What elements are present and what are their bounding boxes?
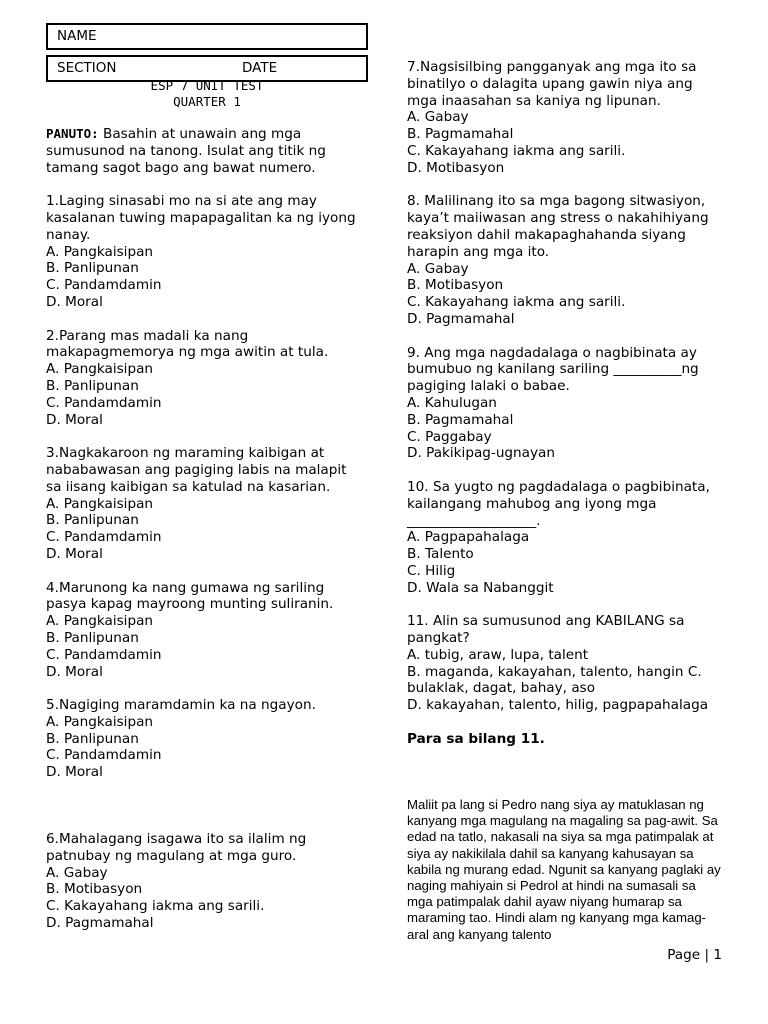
choice: B. Panlipunan xyxy=(46,730,139,747)
choice: B. Motibasyon xyxy=(407,277,504,294)
instructions xyxy=(46,126,364,176)
question-6-block xyxy=(46,831,364,932)
choice: B. Panlipunan xyxy=(46,629,139,646)
choice: B. Pagmamahal xyxy=(407,411,514,428)
choice: D. Wala sa Nabanggit xyxy=(407,579,554,596)
choice: D. Motibasyon xyxy=(407,159,505,176)
choice: C. Kakayahang iakma ang sarili. xyxy=(407,142,626,159)
name-label: NAME xyxy=(57,28,97,44)
choice: B. Pagmamahal xyxy=(407,126,514,143)
question-2: 2.Parang mas madali ka nang makapagmemorya ng mga awitin at tula. xyxy=(46,327,329,361)
choice: A. Gabay xyxy=(407,109,469,126)
name-field[interactable] xyxy=(46,23,368,50)
choice: D. Moral xyxy=(46,293,103,310)
choice: D. Moral xyxy=(46,764,103,781)
choice: B. Panlipunan xyxy=(46,377,139,394)
choice: C. Pandamdamin xyxy=(46,529,162,546)
right-column xyxy=(407,59,725,748)
instructions-text: Basahin at unawain ang mga sumusunod na tanong. Isulat ang titik ng tamang sagot bago ang bawat numero. xyxy=(46,126,326,176)
question-6: 6.Mahalagang isagawa ito sa ilalim ng patnubay ng magulang at mga guro. xyxy=(46,831,307,864)
choice: D. kakayahan, talento, hilig, pagpapahalaga xyxy=(407,697,709,714)
choice: A. Pangkaisipan xyxy=(46,495,154,512)
question-7: 7.Nagsisilbing pangganyak ang mga ito sa binatilyo o dalagita upang gawin niya ang mga inaasahan sa kaniya ng lipunan. xyxy=(407,59,697,109)
choice: C. Pandamdamin xyxy=(46,747,162,764)
choice: A. tubig, araw, lupa, talent xyxy=(407,646,589,663)
choice: B. Panlipunan xyxy=(46,512,139,529)
page-number: Page | 1 xyxy=(667,947,722,963)
choice: A. Gabay xyxy=(46,864,108,881)
question-11: 11. Alin sa sumusunod ang KABILANG sa pangkat? xyxy=(407,613,685,647)
choice: C. Pandamdamin xyxy=(46,277,162,294)
choice: D. Moral xyxy=(46,411,103,428)
choice: C. Hilig xyxy=(407,562,456,579)
para-heading: Para sa bilang 11. xyxy=(407,730,545,747)
choice: D. Pagmamahal xyxy=(46,914,154,931)
choice: B. Panlipunan xyxy=(46,260,139,277)
quarter-label: QUARTER 1 xyxy=(173,94,241,109)
choice: A. Pangkaisipan xyxy=(46,713,154,730)
choice: A. Pangkaisipan xyxy=(46,613,154,630)
choice: A. Pangkaisipan xyxy=(46,361,154,378)
choice: D. Moral xyxy=(46,663,103,680)
choice: A. Pagpapahalaga xyxy=(407,529,530,546)
date-label: DATE xyxy=(242,60,278,76)
reading-passage: Maliit pa lang si Pedro nang siya ay matuklasan ng kanyang mga magulang na magaling sa pag-awit. Sa edad na tatlo, nakasali na siya sa mga patimpalak at siya ay nakikilala dahil sa kanyang kahusayan sa kabila ng murang edad. Ngunit sa kanyang paglaki ay naging mahiyain si Pedrol at hindi na sumasali sa mga patimpalak dahil ayaw niyang humarap sa maraming tao. Hindi alam ng kanyang mga kamag-aral ang kanyang talento xyxy=(407,797,721,942)
choice: C. Paggabay xyxy=(407,428,492,445)
instructions-label: PANUTO: xyxy=(46,126,99,141)
choice: B. Motibasyon xyxy=(46,881,143,898)
choice: C. Pandamdamin xyxy=(46,394,162,411)
choice: A. Pangkaisipan xyxy=(46,243,154,260)
choice: C. Pandamdamin xyxy=(46,646,162,663)
choice: A. Gabay xyxy=(407,260,469,277)
choice: C. Kakayahang iakma ang sarili. xyxy=(407,294,626,311)
section-label: SECTION xyxy=(57,60,117,76)
question-5: 5.Nagiging maramdamin ka na ngayon. xyxy=(46,697,316,714)
choice: D. Moral xyxy=(46,545,103,562)
question-10: 10. Sa yugto ng pagdadalaga o pagbibinata, kailangang mahubog ang iyong mga ___________________. xyxy=(407,478,710,529)
question-8: 8. Malilinang ito sa mga bagong sitwasiyon, kaya’t maiiwasan ang stress o nakahihiyang reaksiyon dahil makapaghahanda siyang harapin ang mga ito. xyxy=(407,193,709,260)
question-3: 3.Nagkakaroon ng maraming kaibigan at nababawasan ang pagiging labis na malapit sa iisang kaibigan sa katulad na kasarian. xyxy=(46,445,347,495)
question-4: 4.Marunong ka nang gumawa ng sariling pasya kapag mayroong munting suliranin. xyxy=(46,579,334,613)
choice: A. Kahulugan xyxy=(407,394,497,411)
question-1: 1.Laging sinasabi mo na si ate ang may kasalanan tuwing mapapagalitan ka ng iyong nanay. xyxy=(46,193,356,243)
question-9: 9. Ang mga nagdadalaga o nagbibinata ay bumubuo ng kanilang sariling __________ng pagiging lalaki o babae. xyxy=(407,344,699,395)
left-column xyxy=(46,126,364,781)
choice: B. maganda, kakayahan, talento, hangin C. bulaklak, dagat, bahay, aso xyxy=(407,663,702,697)
test-title: ESP 7 UNIT TEST xyxy=(150,78,264,93)
choice: B. Talento xyxy=(407,546,474,563)
choice: D. Pagmamahal xyxy=(407,310,515,327)
choice: D. Pakikipag-ugnayan xyxy=(407,445,555,462)
choice: C. Kakayahang iakma ang sarili. xyxy=(46,898,265,915)
